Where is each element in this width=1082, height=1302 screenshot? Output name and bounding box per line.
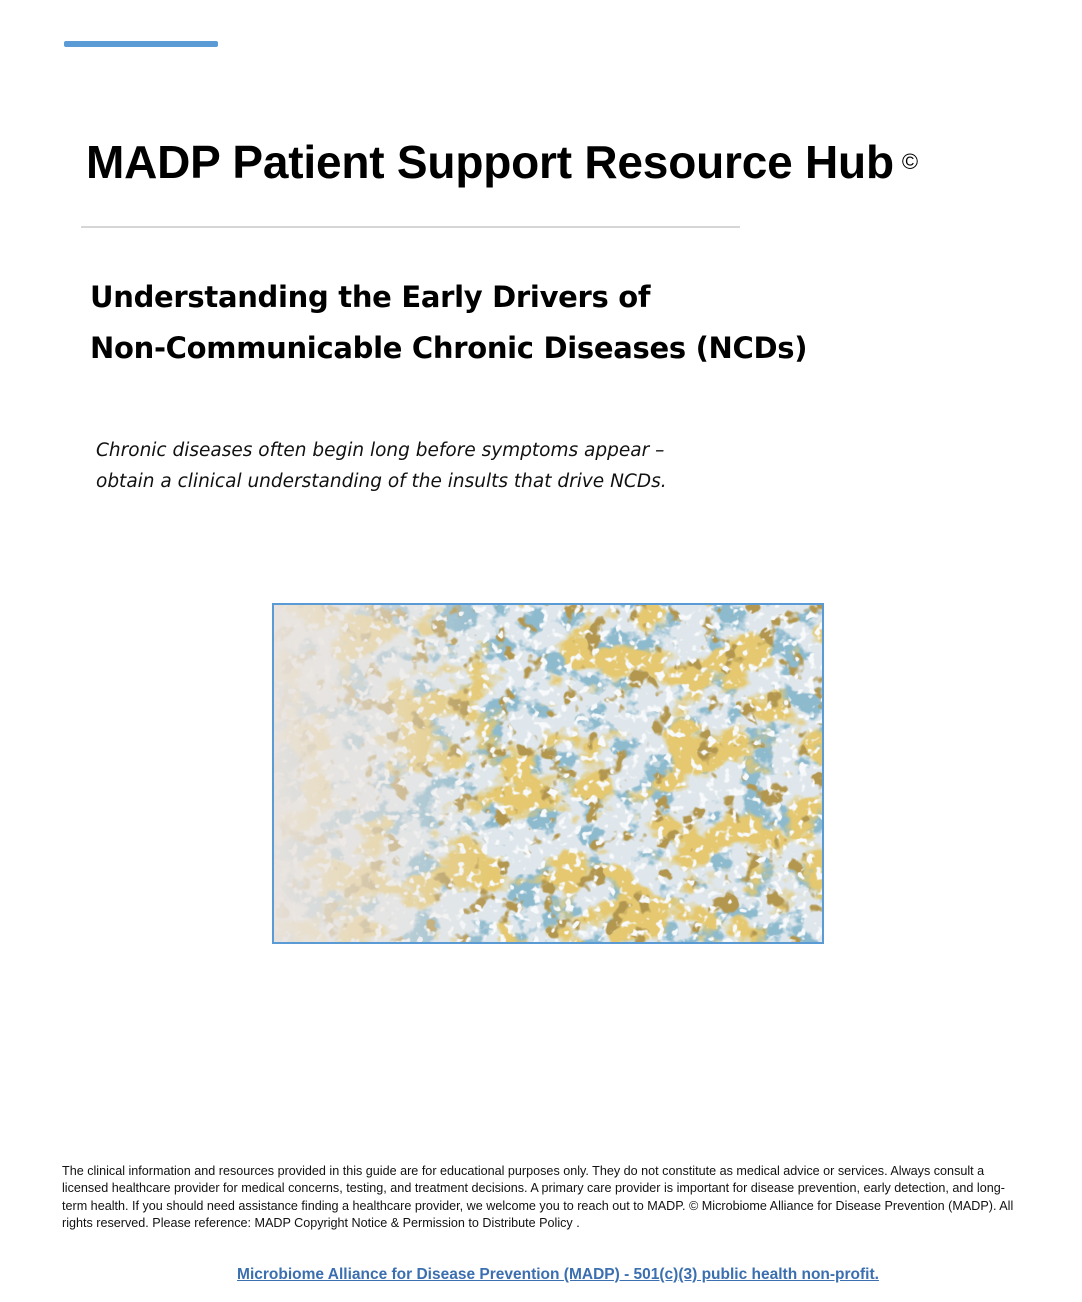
subtitle-line-1: Understanding the Early Drivers of bbox=[90, 280, 651, 314]
page-title-text: MADP Patient Support Resource Hub bbox=[86, 136, 894, 188]
top-accent-bar bbox=[64, 41, 218, 47]
tagline bbox=[96, 435, 667, 497]
document-subtitle bbox=[90, 272, 807, 374]
title-divider bbox=[81, 226, 740, 228]
copyright-icon: © bbox=[901, 148, 918, 174]
disclaimer-text: The clinical information and resources provided in this guide are for educational purposes only. They do not constitute as medical advice or services. Always consult a licensed healthcare provider for medical concerns, testing, and treatment decisions. A primary care provider is important for disease prevention, early detection, and long-term health. If you should need assistance finding a healthcare provider, we welcome you to reach out to MADP. © Microbiome Alliance for Disease Prevention (MADP). All rights reserved. Please reference: MADP Copyright Notice & Permission to Distribute Policy . bbox=[62, 1164, 1014, 1230]
tagline-line-2: obtain a clinical understanding of the insults that drive NCDs. bbox=[96, 471, 667, 492]
microbiome-image bbox=[272, 603, 824, 944]
tagline-line-1: Chronic diseases often begin long before symptoms appear – bbox=[96, 440, 665, 461]
page-title bbox=[86, 134, 918, 194]
microbiome-texture-illustration bbox=[274, 605, 822, 942]
madp-footer-link[interactable]: Microbiome Alliance for Disease Prevention (MADP) - 501(c)(3) public health non-profit. bbox=[237, 1266, 879, 1283]
subtitle-line-2: Non-Communicable Chronic Diseases (NCDs) bbox=[90, 331, 808, 365]
